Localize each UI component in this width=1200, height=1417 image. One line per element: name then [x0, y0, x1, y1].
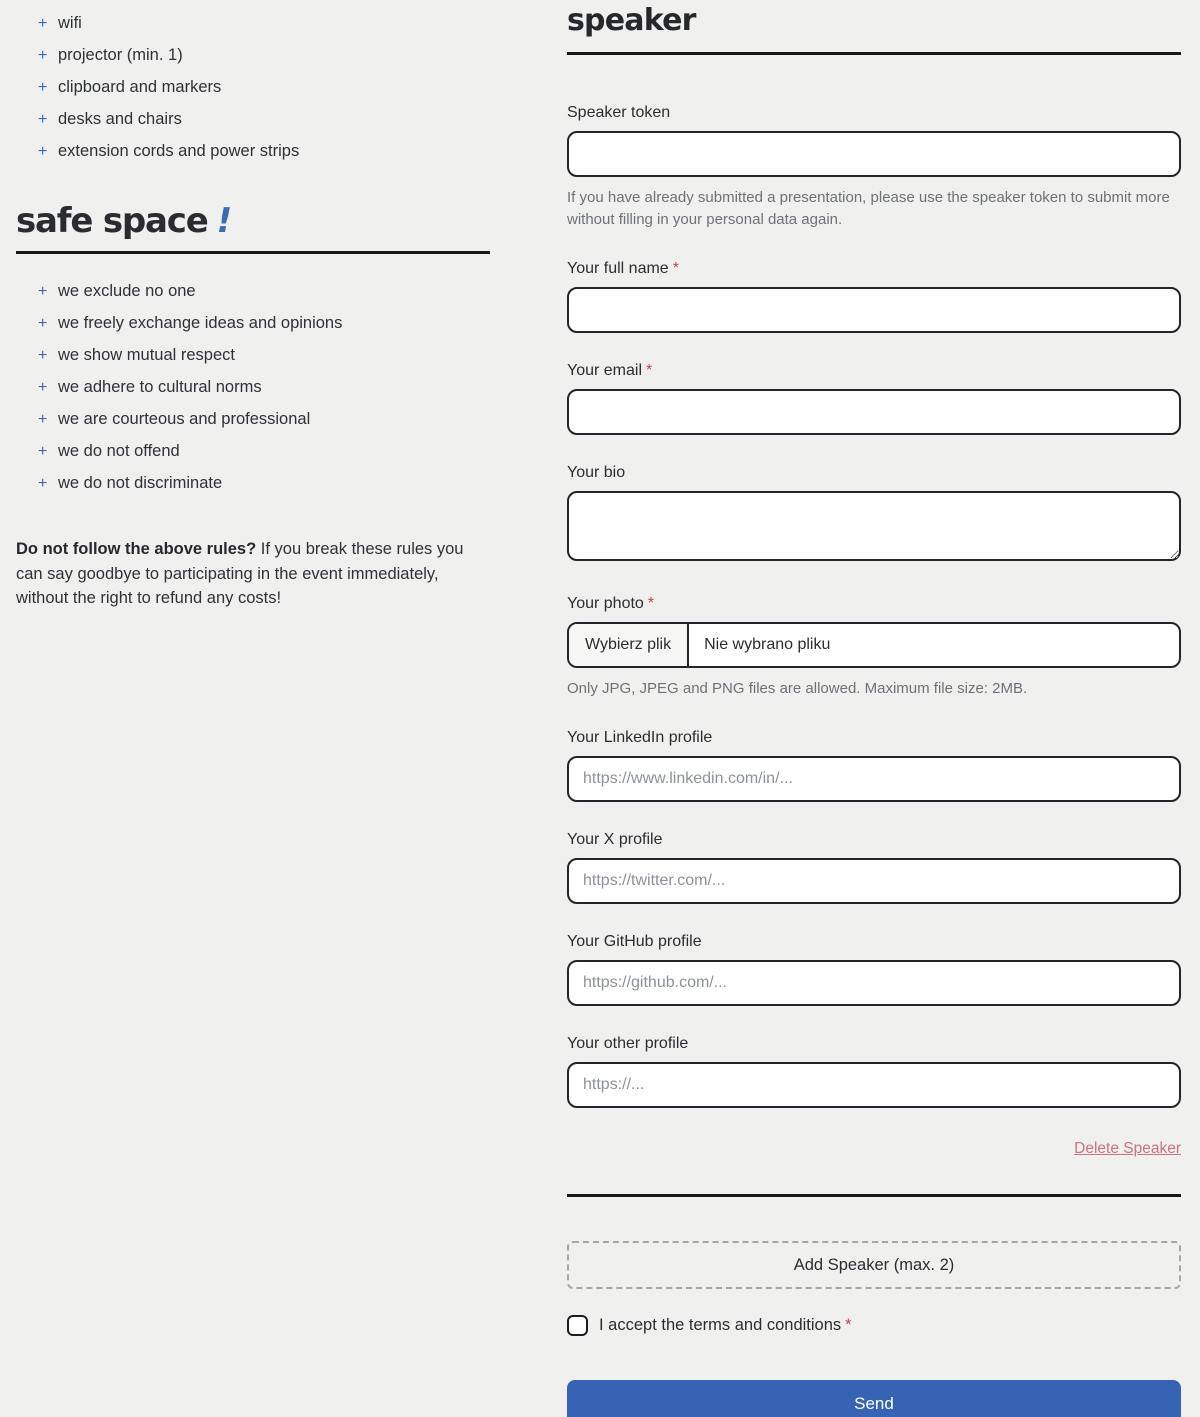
plus-icon: + — [38, 283, 48, 300]
safe-space-title: safe space — [16, 201, 208, 241]
speaker-token-help: If you have already submitted a presentation, please use the speaker token to submit more without filling in your personal data again. — [567, 189, 1170, 228]
photo-label-text: Your photo — [567, 595, 644, 612]
delete-speaker-row — [567, 1140, 1181, 1158]
choose-file-button[interactable]: Wybierz plik — [569, 624, 689, 666]
full-name-label-text: Your full name — [567, 260, 669, 277]
file-name-text: Nie wybrano pliku — [704, 636, 831, 653]
delete-speaker-link[interactable]: Delete Speaker — [1074, 1140, 1181, 1157]
rule-label: we do not discriminate — [58, 474, 223, 492]
plus-icon: + — [38, 79, 48, 96]
rule-label: we exclude no one — [58, 282, 196, 300]
amenity-label: clipboard and markers — [58, 78, 222, 96]
warning-lead: Do not follow the above rules? — [16, 540, 257, 558]
email-label — [567, 361, 1181, 381]
terms-label-text: I accept the terms and conditions — [599, 1316, 842, 1334]
form-bottom-divider — [567, 1194, 1181, 1197]
speaker-token-input[interactable] — [567, 131, 1181, 177]
list-item — [16, 408, 490, 431]
x-profile-group — [567, 830, 1181, 904]
plus-icon: + — [38, 379, 48, 396]
other-profile-group — [567, 1034, 1181, 1108]
terms-checkbox[interactable] — [567, 1315, 588, 1336]
speaker-token-label: Speaker token — [567, 104, 671, 121]
list-item — [16, 376, 490, 399]
other-profile-label: Your other profile — [567, 1035, 689, 1052]
email-group — [567, 361, 1181, 435]
list-item — [16, 344, 490, 367]
required-asterisk: * — [672, 260, 679, 277]
exclamation-accent: ! — [216, 201, 231, 241]
full-name-group — [567, 259, 1181, 333]
list-item — [16, 440, 490, 463]
plus-icon: + — [38, 111, 48, 128]
github-label: Your GitHub profile — [567, 933, 702, 950]
linkedin-group — [567, 728, 1181, 802]
full-name-input[interactable] — [567, 287, 1181, 333]
safe-space-heading — [16, 201, 490, 241]
photo-file-input[interactable] — [567, 622, 1181, 668]
amenity-label: projector (min. 1) — [58, 46, 183, 64]
amenity-label: extension cords and power strips — [58, 142, 300, 160]
form-title-divider — [567, 52, 1181, 55]
amenity-label: desks and chairs — [58, 110, 182, 128]
full-name-label — [567, 259, 1181, 279]
speaker-form-column — [567, 0, 1181, 1417]
rule-label: we freely exchange ideas and opinions — [58, 314, 343, 332]
warning-body: If you break these rules you can say goodbye to participating in the event immediately, without the right to refund any costs! — [16, 540, 464, 607]
rule-label: we are courteous and professional — [58, 410, 311, 428]
list-item — [16, 44, 490, 67]
plus-icon: + — [38, 15, 48, 32]
bio-textarea[interactable] — [567, 491, 1181, 561]
linkedin-input[interactable] — [567, 756, 1181, 802]
plus-icon: + — [38, 143, 48, 160]
email-label-text: Your email — [567, 362, 643, 379]
linkedin-label: Your LinkedIn profile — [567, 729, 713, 746]
bio-group — [567, 463, 1181, 566]
x-profile-label: Your X profile — [567, 831, 663, 848]
bio-label: Your bio — [567, 464, 626, 481]
rule-label: we do not offend — [58, 442, 180, 460]
list-item — [16, 472, 490, 495]
required-asterisk: * — [646, 362, 653, 379]
info-column — [16, 0, 490, 1417]
list-item — [16, 280, 490, 303]
section-divider — [16, 251, 490, 254]
list-item — [16, 12, 490, 35]
terms-row — [567, 1315, 1181, 1336]
photo-label — [567, 594, 1181, 614]
list-item — [16, 76, 490, 99]
amenities-list — [16, 12, 490, 163]
photo-help: Only JPG, JPEG and PNG files are allowed. Maximum file size: 2MB. — [567, 680, 1028, 697]
amenity-label: wifi — [58, 14, 82, 32]
form-title: speaker — [567, 3, 696, 38]
rule-label: we adhere to cultural norms — [58, 378, 262, 396]
terms-label — [599, 1316, 852, 1335]
required-asterisk: * — [647, 595, 655, 612]
plus-icon: + — [38, 475, 48, 492]
plus-icon: + — [38, 347, 48, 364]
other-profile-input[interactable] — [567, 1062, 1181, 1108]
x-profile-input[interactable] — [567, 858, 1181, 904]
required-asterisk: * — [845, 1316, 852, 1334]
email-input[interactable] — [567, 389, 1181, 435]
rule-label: we show mutual respect — [58, 346, 235, 364]
safe-space-rules-list — [16, 280, 490, 495]
rules-warning-paragraph — [16, 537, 478, 611]
list-item — [16, 108, 490, 131]
plus-icon: + — [38, 47, 48, 64]
github-group — [567, 932, 1181, 1006]
plus-icon: + — [38, 443, 48, 460]
github-input[interactable] — [567, 960, 1181, 1006]
send-button[interactable]: Send — [567, 1380, 1181, 1417]
speaker-token-group — [567, 103, 1181, 231]
list-item — [16, 312, 490, 335]
photo-group — [567, 594, 1181, 700]
list-item — [16, 140, 490, 163]
plus-icon: + — [38, 315, 48, 332]
plus-icon: + — [38, 411, 48, 428]
add-speaker-button[interactable]: Add Speaker (max. 2) — [567, 1241, 1181, 1289]
